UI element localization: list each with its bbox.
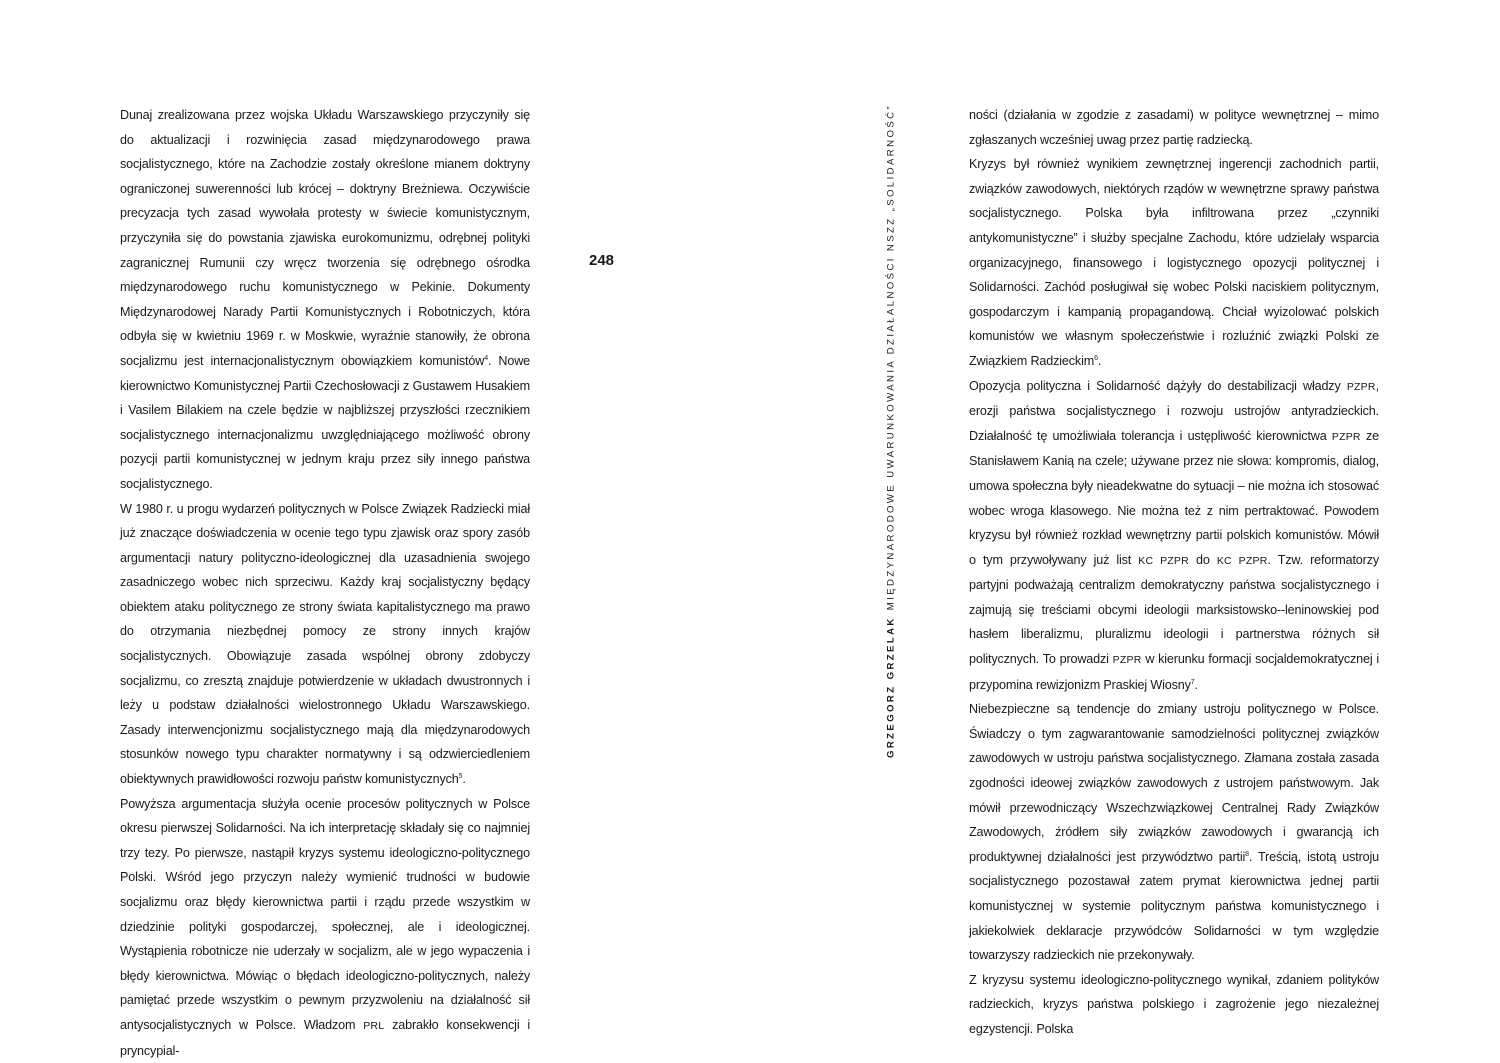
paragraph: Z kryzysu systemu ideologiczno-politycznego wynikał, zdaniem polityków radzieckich, kryzys państwa polskiego i zagrożenie jego niezależnej egzystencji. Polska [969,972,1379,1036]
footnote-ref[interactable]: 6 [1094,354,1098,362]
abbreviation: PZPR [1112,654,1142,667]
abbreviation: PRL [363,1019,385,1032]
paragraph: Kryzys był również wynikiem zewnętrznej ingerencji zachodnich partii, związków zawodowych, niektórych rządów w wewnętrzne sprawy państwa socjalistycznego. Polska była infiltrowana przez „czynniki antykomunistyczne” i służby specjalne Zachodu, które udzielały wsparcia organizacyjnego, finansowego i logistycznego opozycji politycznej i Solidarności. Zachód posługiwał się wobec Polski naciskiem politycznym, gospodarczym i kampanią propagandową. Chciał wyizolować polskich komunistów we własnym społeczeństwie i rozluźnić związki Polski ze Związkiem Radzieckim$^6$. [969,157,1379,368]
footnote-ref[interactable]: 8 [1245,850,1249,858]
paragraph: Opozycja polityczna i Solidarność dążyły do destabilizacji władzy PZPR, erozji państwa socjalistycznego i rozwoju ustrojów antyradzieckich. Działalność tę umożliwiała tolerancja i ustępliwość kierownictwa PZPR ze Stanisławem Kanią na czele; używane przez nie słowa: kompromis, dialog, umowa społeczna były nieadekwatne do sytuacji – nie można ich stosować wobec wroga klasowego. Nie można też z nim pertraktować. Powodem kryzysu był również rozkład wewnętrzny partii polskich komunistów. Mówił o tym przywoływany już list KC PZPR do KC PZPR. Tzw. reformatorzy partyjni podważają centralizm demokratyczny państwa socjalistycznego i zajmują się treściami obcymi ideologii marksistowsko--leninowskiej pod hasłem liberalizmu, pluralizmu ideologii i partnerstwa różnych sił politycznych. To prowadzi PZPR w kierunku formacji socjaldemokratycznej i przypomina rewizjonizm Praskiej Wiosny$^7$. [969,378,1379,692]
abbreviation: KC PZPR [1138,554,1189,567]
footnote-ref[interactable]: 7 [1190,678,1195,686]
footnote-ref[interactable]: 4 [484,354,488,362]
paragraph: W 1980 r. u progu wydarzeń politycznych w Polsce Związek Radziecki miał już znaczące doświadczenia w ocenie tego typu zjawisk oraz spory zasób argumentacji natury polityczno-ideologicznej dla uzasadnienia swojego zasadniczego wobec nich sprzeciwu. Każdy kraj socjalistyczny będący obiektem ataku politycznego ze strony świata kapitalistycznego ma prawo do otrzymania niezbędnej pomocy ze strony innych krajów socjalistycznych. Obowiązuje zasada wspólnej obrony zdobyczy socjalizmu, co zresztą znajduje potwierdzenie w układach dwustronnych i leży u podstaw działalności wielostronnego Układu Warszawskiego. Zasady interwencjonizmu socjalistycznego mają dla międzynarodowych stosunków nowego typu charakter normatywny i są odzwierciedleniem obiektywnych prawidłowości rozwoju państw komunistycznych$^5$. [120,501,530,787]
left-text-column [120,103,530,1063]
abbreviation: KC PZPR [1216,554,1268,567]
running-head-title: MIĘDZYNARODOWE UWARUNKOWANIA DZIAŁALNOŚCI NSZZ „SOLIDARNOŚĆ” [885,103,897,611]
abbreviation: PZPR [1331,430,1361,443]
right-text-column [969,103,1379,1042]
paragraph: Niebezpieczne są tendencje do zmiany ustroju politycznego w Polsce. Świadczy o tym zagwarantowanie samodzielności politycznej związków zawodowych w ustroju państwa socjalistycznego. Złamana została zasada zgodności ideowej związków zawodowych z ustrojem państwowym. Jak mówił przewodniczący Wszechzwiązkowej Centralnej Rady Związków Zawodowych, źródłem siły związków zawodowych i gwarancją ich produktywnej działalności jest przywództwo partii$^8$. Treścią, istotą ustroju socjalistycznego pozostawał zatem prymat kierownictwa jednej partii komunistycznej w systemie politycznym państwa komunistycznego i jakiekolwiek deklaracje przywódców Solidarności w tym względzie towarzyszy radzieckich nie przekonywały. [969,702,1379,963]
running-head [886,104,897,758]
paragraph: Dunaj zrealizowana przez wojska Układu Warszawskiego przyczyniły się do aktualizacji i rozwinięcia zasad międzynarodowego prawa socjalistycznego, które na Zachodzie zostały określone mianem doktryny ograniczonej suwerenności lub krócej – doktryny Breżniewa. Oczywiście precyzacja tych zasad wywołała protesty w świecie komunistycznym, przyczyniła się do powstania zjawiska eurokomunizmu, odrębnej polityki zagranicznej Rumunii czy wręcz tworzenia się odrębnego ośrodka międzynarodowego ruchu komunistycznego w Pekinie. Dokumenty Międzynarodowej Narady Partii Komunistycznych i Robotniczych, która odbyła się w kwietniu 1969 r. w Moskwie, wyraźnie stanowiły, że obrona socjalizmu jest internacjonalistycznym obowiązkiem komunistów$^4$. Nowe kierownictwo Komunistycznej Partii Czechosłowacji z Gustawem Husakiem i Vasilem Bilakiem na czele będzie w najbliższej przyszłości rzecznikiem socjalistycznego internacjonalizmu uwzględniającego możliwość obrony pozycji partii komunistycznej w jednym kraju przez siły innego państwa socjalistycznego. [120,108,530,491]
abbreviation: PZPR [1346,380,1376,393]
running-head-author: GRZEGORZ GRZELAK [885,616,897,759]
footnote-ref[interactable]: 5 [458,772,463,780]
paragraph: ności (działania w zgodzie z zasadami) w polityce wewnętrznej – mimo zgłaszanych wcześniej uwag przez partię radziecką. [969,108,1379,147]
paragraph: Powyższa argumentacja służyła ocenie procesów politycznych w Polsce okresu pierwszej Solidarności. Na ich interpretację składały się co najmniej trzy tezy. Po pierwsze, nastąpił kryzys systemu ideologiczno-politycznego Polski. Wśród jego przyczyn należy wymienić trudności w budowie socjalizmu oraz błędy kierownictwa partii i rządu przede wszystkim w dziedzinie polityki gospodarczej, społecznej, ale i ideologicznej. Wystąpienia robotnicze nie uderzały w socjalizm, ale w jego wypaczenia i błędy kierownictwa. Mówiąc o błędach ideologiczno-politycznych, należy pamiętać przede wszystkim o pewnym przyzwoleniu na działalność sił antysocjalistycznych w Polsce. Władzom PRL zabrakło konsekwencji i pryncypial- [120,796,530,1058]
page-number: 248 [589,252,615,269]
